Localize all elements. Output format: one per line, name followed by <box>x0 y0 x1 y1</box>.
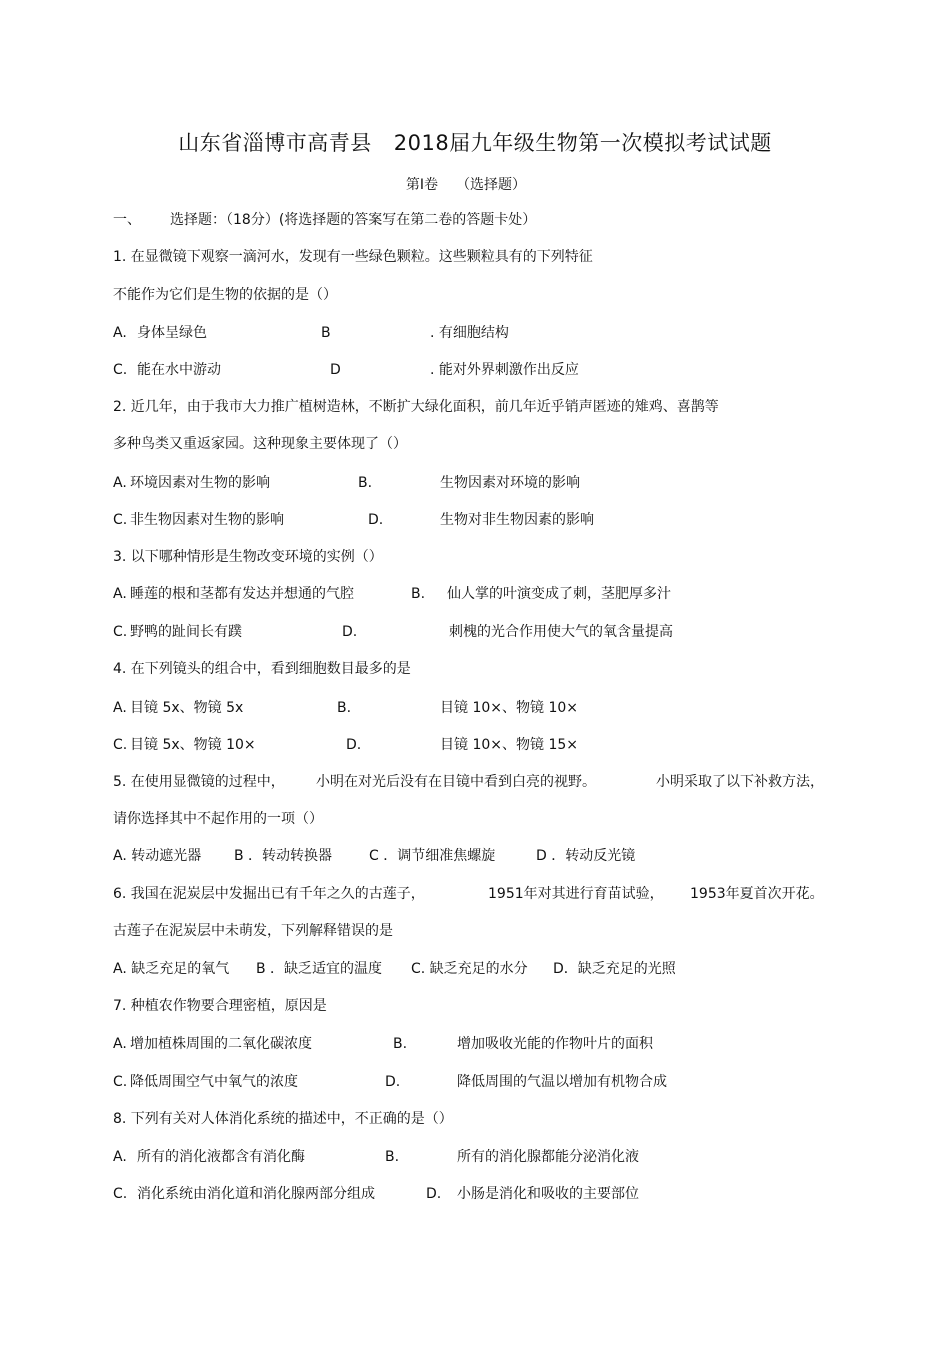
q1-option-a: 身体呈绿色 <box>137 325 207 341</box>
q6-option-c: C. 缺乏充足的水分 <box>411 961 528 977</box>
q8-option-a: 所有的消化液都含有消化酶 <box>137 1149 305 1165</box>
volume-type: （选择题） <box>456 177 527 193</box>
page-title <box>0 127 950 157</box>
q2-option-d: 生物对非生物因素的影响 <box>440 512 594 528</box>
q8-option-c: 消化系统由消化道和消化腺两部分组成 <box>137 1186 375 1202</box>
q6-stem-line2: 古莲子在泥炭层中未萌发，下列解释错误的是 <box>113 923 393 939</box>
q7-option-d: 降低周围的气温以增加有机物合成 <box>457 1074 667 1090</box>
q1-option-d-label: D <box>330 362 341 378</box>
q2-option-c-label: C. <box>113 512 128 528</box>
q7-option-b-label: B. <box>393 1036 408 1052</box>
q7-option-b: 增加吸收光能的作物叶片的面积 <box>457 1036 653 1052</box>
q8-option-b-label: B. <box>385 1149 400 1165</box>
q5-option-c: C ．调节细准焦螺旋 <box>369 848 496 864</box>
q2-option-a-label: A. <box>113 475 127 491</box>
q4-option-b: 目镜 10×、物镜 10× <box>440 700 578 716</box>
q8-stem: 8. 下列有关对人体消化系统的描述中，不正确的是（） <box>113 1111 453 1127</box>
volume-label: 第Ⅰ卷 <box>405 177 439 193</box>
q7-option-c-label: C. <box>113 1074 128 1090</box>
q8-option-d: 小肠是消化和吸收的主要部位 <box>457 1186 639 1202</box>
q7-option-d-label: D. <box>385 1074 401 1090</box>
q7-option-a: 增加植株周围的二氧化碳浓度 <box>130 1036 312 1052</box>
q8-option-a-label: A. <box>113 1149 127 1165</box>
q7-option-a-label: A. <box>113 1036 127 1052</box>
q1-stem-line2: 不能作为它们是生物的依据的是（） <box>113 287 337 303</box>
q4-option-c-label: C. <box>113 737 128 753</box>
q5-option-d: D ．转动反光镜 <box>536 848 636 864</box>
q4-option-a: 目镜 5x、物镜 5x <box>130 700 244 716</box>
q5-option-b: B ．转动转换器 <box>234 848 333 864</box>
q2-option-b: 生物因素对环境的影响 <box>440 475 580 491</box>
q4-option-d-label: D. <box>346 737 362 753</box>
q7-option-c: 降低周围空气中氧气的浓度 <box>130 1074 298 1090</box>
q2-option-b-label: B. <box>358 475 373 491</box>
q2-option-a: 环境因素对生物的影响 <box>130 475 270 491</box>
q1-option-b: . 有细胞结构 <box>430 325 509 341</box>
q1-option-c: 能在水中游动 <box>137 362 221 378</box>
q4-option-d: 目镜 10×、物镜 15× <box>440 737 578 753</box>
q3-option-c: 野鸭的趾间长有蹼 <box>130 624 242 640</box>
q3-option-c-label: C. <box>113 624 128 640</box>
q3-option-a-label: A. <box>113 586 127 602</box>
q5-option-a: A. 转动遮光器 <box>113 848 202 864</box>
q1-option-c-label: C. <box>113 362 128 378</box>
q5-stem-c: 小明采取了以下补救方法， <box>656 774 824 790</box>
q2-stem-line1: 2. 近几年，由于我市大力推广植树造林，不断扩大绿化面积，前几年近乎销声匿迹的雉鸡、喜鹊等 <box>113 399 719 415</box>
q4-stem: 4. 在下列镜头的组合中，看到细胞数目最多的是 <box>113 661 411 677</box>
q2-stem-line2: 多种鸟类又重返家园。这种现象主要体现了（） <box>113 436 407 452</box>
section-number: 一、 <box>113 212 141 228</box>
q4-option-c: 目镜 5x、物镜 10× <box>130 737 256 753</box>
q2-option-c: 非生物因素对生物的影响 <box>130 512 284 528</box>
q8-option-b: 所有的消化腺都能分泌消化液 <box>457 1149 639 1165</box>
q1-option-b-label: B <box>321 325 331 341</box>
section-heading <box>113 211 141 229</box>
q2-option-d-label: D. <box>368 512 384 528</box>
q8-option-c-label: C. <box>113 1186 128 1202</box>
q3-option-d: 刺槐的光合作用使大气的氧含量提高 <box>449 624 673 640</box>
q6-stem-c: 1953年夏首次开花。 <box>690 886 824 902</box>
q6-option-d: D．缺乏充足的光照 <box>553 961 676 977</box>
q6-stem-a: 6. 我国在泥炭层中发掘出已有千年之久的古莲子， <box>113 886 425 902</box>
q7-stem: 7. 种植农作物要合理密植，原因是 <box>113 998 327 1014</box>
q8-option-d-label: D. <box>426 1186 442 1202</box>
q6-stem-b: 1951年对其进行育苗试验， <box>488 886 664 902</box>
q3-option-b: 仙人掌的叶演变成了刺，茎肥厚多汁 <box>447 586 671 602</box>
q3-stem: 3. 以下哪种情形是生物改变环境的实例（） <box>113 549 383 565</box>
q4-option-a-label: A. <box>113 700 127 716</box>
q1-option-d: . 能对外界刺激作出反应 <box>430 362 579 378</box>
q3-option-a: 睡莲的根和茎都有发达并想通的气腔 <box>130 586 354 602</box>
section-text: 选择题：（18分）(将选择题的答案写在第二卷的答题卡处） <box>170 212 537 228</box>
q5-stem-b: 小明在对光后没有在目镜中看到白亮的视野。 <box>316 774 596 790</box>
q6-option-b: B ．缺乏适宜的温度 <box>256 961 383 977</box>
q3-option-d-label: D. <box>342 624 358 640</box>
q1-option-a-label: A. <box>113 325 127 341</box>
q5-stem-a: 5. 在使用显微镜的过程中， <box>113 774 285 790</box>
q3-option-b-label: B. <box>411 586 426 602</box>
q5-stem-line2: 请你选择其中不起作用的一项（） <box>113 811 323 827</box>
q1-stem-line1: 1. 在显微镜下观察一滴河水，发现有一些绿色颗粒。这些颗粒具有的下列特征 <box>113 249 593 265</box>
q6-option-a: A. 缺乏充足的氧气 <box>113 961 230 977</box>
volume-heading <box>0 174 932 194</box>
title-region: 山东省淄博市高青县 <box>178 131 372 155</box>
title-exam: 2018届九年级生物第一次模拟考试试题 <box>393 131 772 155</box>
q4-option-b-label: B. <box>337 700 352 716</box>
